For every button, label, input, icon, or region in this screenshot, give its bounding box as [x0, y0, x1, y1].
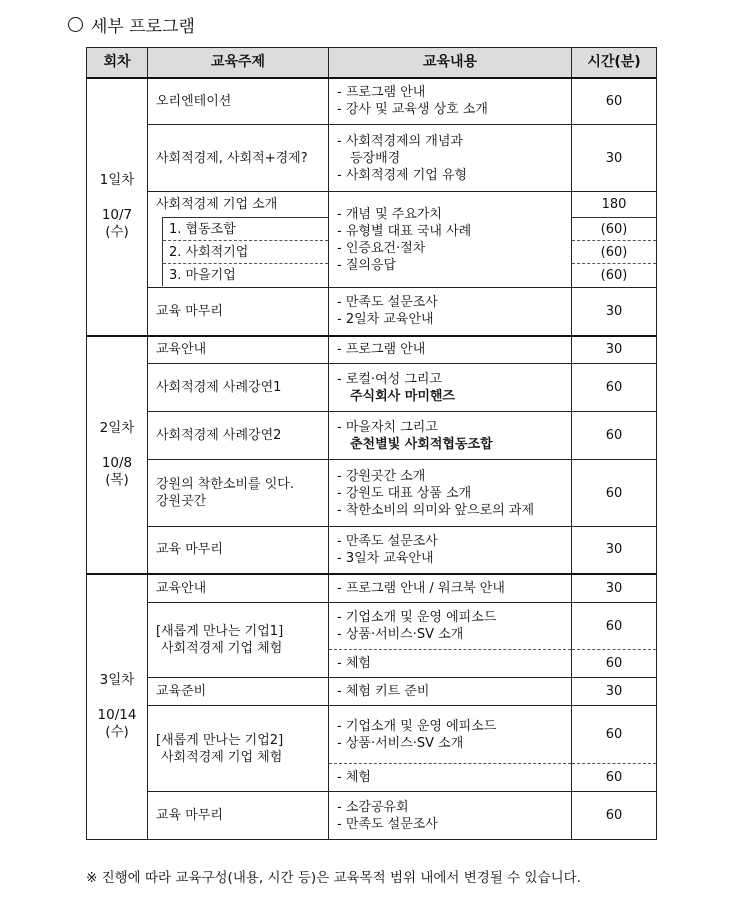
subtopic-1: 1. 협동조합: [163, 217, 328, 240]
day1-cell: 1일차 10/7 (수): [87, 78, 148, 336]
table-row: 사회적경제 사례강연2 - 마을자치 그리고 춘천별빛 사회적협동조합 60: [87, 412, 657, 460]
table-row: - 체험 60: [87, 650, 657, 678]
header-day: 회차: [87, 48, 148, 78]
table-row: [새롭게 만나는 기업2] 사회적경제 기업 체험 - 기업소개 및 운영 에피소드 - 상품·서비스·SV 소개 60: [87, 706, 657, 764]
program-table: [86, 47, 657, 840]
circle-icon: [68, 17, 83, 32]
section-heading: [68, 12, 195, 37]
table-row: 강원의 착한소비를 잇다. 강원곳간 - 강원곳간 소개 - 강원도 대표 상품 소개 - 착한소비의 의미와 앞으로의 과제 60: [87, 460, 657, 527]
day2-cell: 2일차 10/8 (목): [87, 336, 148, 574]
day3-cell: 3일차 10/14 (수): [87, 574, 148, 840]
table-row: 1일차 10/7 (수) 오리엔테이션 - 프로그램 안내 - 강사 및 교육생 상호 소개 60: [87, 78, 657, 125]
table-row: 교육준비 - 체험 키트 준비 30: [87, 678, 657, 706]
table-row: 교육 마무리 - 만족도 설문조사 - 3일차 교육안내 30: [87, 527, 657, 574]
table-row: [새롭게 만나는 기업1] 사회적경제 기업 체험 - 기업소개 및 운영 에피소드 - 상품·서비스·SV 소개 60: [87, 603, 657, 650]
table-header-row: [87, 48, 657, 78]
table-row: 사회적경제 사례강연1 - 로컬·여성 그리고 주식회사 마미핸즈 60: [87, 364, 657, 412]
subtopic-3: 3. 마을기업: [163, 263, 328, 286]
table-row: - 체험 60: [87, 764, 657, 792]
table-row: 교육 마무리 - 만족도 설문조사 - 2일차 교육안내 30: [87, 288, 657, 336]
table-row: 사회적경제, 사회적+경제? - 사회적경제의 개념과 등장배경 - 사회적경제 기업 유형 30: [87, 125, 657, 192]
table-row: 사회적경제 기업 소개 1. 협동조합 2. 사회적기업 3. 마을기업 - 개념 및 주요가치 - 유형별 대표 국내 사례 - 인증요건·절차 - 질의응답 180 (60) (60) (60): [87, 192, 657, 288]
table-row: 3일차 10/14 (수) 교육안내 - 프로그램 안내 / 워크북 안내 30: [87, 574, 657, 603]
footnote: ※ 진행에 따라 교육구성(내용, 시간 등)은 교육목적 범위 내에서 변경될 수 있습니다.: [86, 870, 581, 886]
header-topic: 교육주제: [148, 48, 329, 78]
table-row: 2일차 10/8 (목) 교육안내 - 프로그램 안내 30: [87, 336, 657, 364]
table-row: 교육 마무리 - 소감공유회 - 만족도 설문조사 60: [87, 792, 657, 840]
header-time: 시간(분): [572, 48, 657, 78]
section-heading-text: 세부 프로그램: [91, 17, 195, 37]
subtopic-2: 2. 사회적기업: [163, 240, 328, 263]
header-content: 교육내용: [329, 48, 572, 78]
